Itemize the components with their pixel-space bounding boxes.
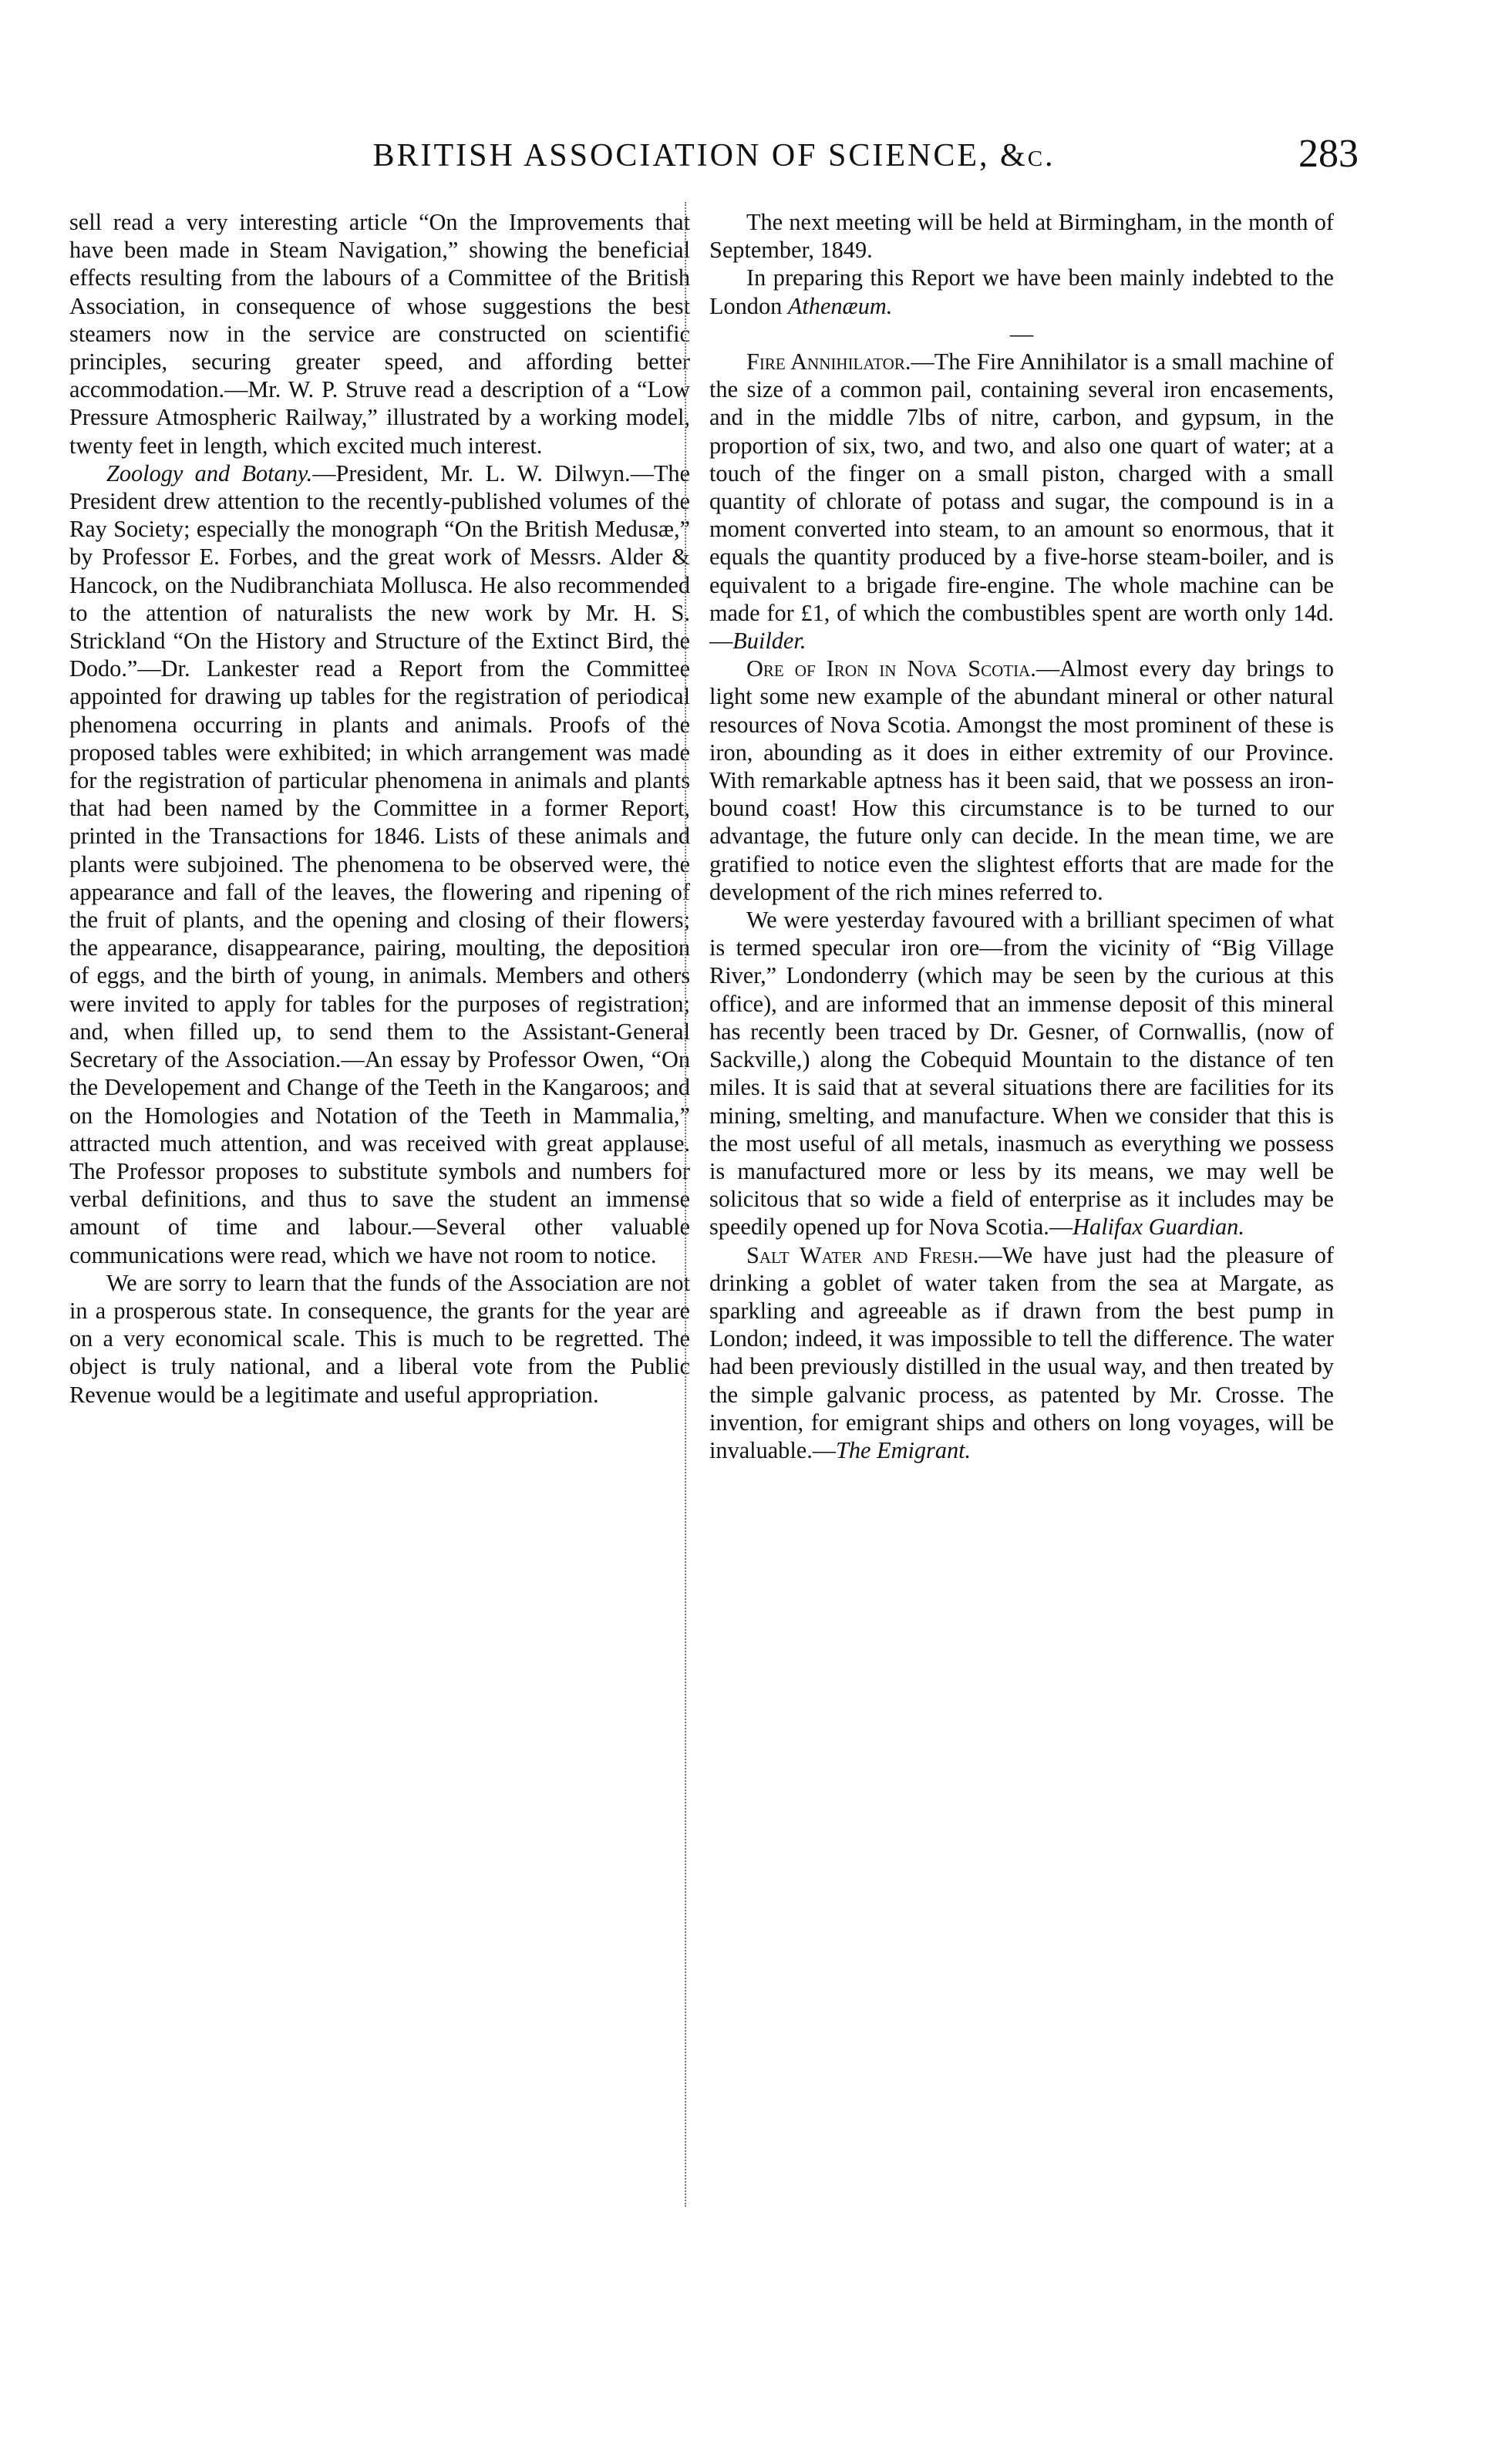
- salt-water-source: The Emigrant.: [836, 1436, 972, 1463]
- iron-nova-scotia-title: Ore of Iron in Nova Scotia.: [746, 655, 1036, 682]
- fire-annihilator-paragraph: [709, 348, 1334, 655]
- zoology-botany-paragraph: [69, 460, 690, 1269]
- specular-iron-source: Halifax Guardian.: [1073, 1214, 1244, 1241]
- right-column: [709, 208, 1334, 1464]
- zoology-botany-heading: Zoology and Botany.: [106, 460, 313, 487]
- salt-water-body: —We have just had the pleasure of drinking a goblet of water taken from the sea at Margate, as sparkling and agreeable as if drawn from the best pump in London; indeed, it was impossible to tell the difference. The water had been previously distilled in the usual way, and then treated by the simple galvanic process, as patented by Mr. Crosse. The invention, for emigrant ships and others on long voyages, will be invaluable.—: [709, 1241, 1334, 1463]
- salt-water-paragraph: [709, 1241, 1334, 1465]
- fire-annihilator-source: Builder.: [732, 628, 807, 655]
- specular-iron-paragraph: [709, 906, 1334, 1241]
- page-number: 283: [1298, 132, 1359, 176]
- fire-annihilator-title: Fire Annihilator.: [746, 348, 911, 375]
- salt-water-title: Salt Water and Fresh.: [746, 1241, 979, 1268]
- running-title: BRITISH ASSOCIATION OF SCIENCE, &c.: [372, 138, 1056, 173]
- report-credit-source: Athenæum.: [787, 292, 893, 319]
- left-column: [69, 208, 690, 1409]
- iron-nova-scotia-paragraph: [709, 655, 1334, 906]
- fire-annihilator-body: —The Fire Annihilator is a small machine of the size of a common pail, containing several iron encasements, and in the middle 7lbs of nitre, carbon, and gypsum, in the proportion of six, two, and two, and also one quart of water; at a touch of the finger on a small piston, charged with a small quantity of chlorate of potass and sugar, the compound is in a moment converted into steam, to an amount so enormous, that it equals the quantity produced by a five-horse steam-boiler, and is equivalent to a brigade fire-engine. The whole machine can be made for £1, of which the combustibles spent are worth only 14d.—: [709, 348, 1334, 655]
- funds-paragraph: We are sorry to learn that the funds of the Association are not in a prosperous state. In consequence, the grants for the year are on a very economical scale. This is much to be regretted. The object is truly national, and a liberal vote from the Public Revenue would be a legitimate and useful appropriation.: [69, 1269, 690, 1408]
- report-credit-body: In preparing this Report we have been mainly indebted to the London: [709, 264, 1334, 319]
- report-credit-paragraph: [709, 264, 1334, 319]
- specular-iron-body: We were yesterday favoured with a brilliant specimen of what is termed specular iron ore—from the vicinity of “Big Village River,” Londonderry (which may be seen by the curious at this office), and are informed that an immense deposit of this mineral has recently been traced by Dr. Gesner, of Cornwallis, (now of Sackville,) along the Cobequid Mountain to the distance of ten miles. It is said that at several situations there are facilities for its mining, smelting, and manufacture. When we consider that this is the most useful of all metals, inasmuch as everything we possess is manufactured more or less by its means, we may well be solicitous that so wide a field of enterprise as it includes may be speedily opened up for Nova Scotia.—: [709, 907, 1334, 1241]
- next-meeting-paragraph: The next meeting will be held at Birmingham, in the month of September, 1849.: [709, 209, 1334, 264]
- running-header: [69, 132, 1359, 191]
- column-divider: [685, 202, 686, 2207]
- section-separator: —: [1009, 320, 1034, 347]
- zoology-botany-body: —President, Mr. L. W. Dilwyn.—The President drew attention to the recently-published volumes of the Ray Society; especially the monograph “On the British Medusæ,” by Professor E. Forbes, and the great work of Messrs. Alder & Hancock, on the Nudibranchiata Mollusca. He also recommended to the attention of naturalists the new work by Mr. H. S. Strickland “On the History and Structure of the Extinct Bird, the Dodo.”—Dr. Lankester read a Report from the Committee appointed for drawing up tables for the registration of periodical phenomena occurring in plants and animals. Proofs of the proposed tables were exhibited; in which arrangement was made for the registration of particular phenomena in animals and plants that had been named by the Committee in a former Report, printed in the Transactions for 1846. Lists of these animals and plants were subjoined. The phenomena to be observed were, the appearance and fall of the leaves, the flowering and ripening of the fruit of plants, and the opening and closing of their flowers; the appearance, disappearance, pairing, moulting, the deposition of eggs, and the birth of young, in animals. Members and others were invited to apply for tables for the purposes of registration; and, when filled up, to send them to the Assistant-General Secretary of the Association.—An essay by Professor Owen, “On the Developement and Change of the Teeth in the Kangaroos; and on the Homologies and Notation of the Teeth in Mammalia,” attracted much attention, and was received with great applause. The Professor proposes to substitute symbols and numbers for verbal definitions, and thus to save the student an immense amount of time and labour.—Several other valuable communications were read, which we have not room to notice.: [69, 460, 690, 1268]
- steam-navigation-paragraph: sell read a very interesting article “On the Improvements that have been made in Steam Navigation,” showing the beneficial effects resulting from the labours of a Committee of the British Association, in consequence of whose suggestions the best steamers now in the service are constructed on scientific principles, securing greater speed, and affording better accommodation.—Mr. W. P. Struve read a description of a “Low Pressure Atmospheric Railway,” illustrated by a working model, twenty feet in length, which excited much interest.: [69, 209, 690, 459]
- iron-nova-scotia-body: —Almost every day brings to light some new example of the abundant mineral or other natural resources of Nova Scotia. Amongst the most prominent of these is iron, abounding as it does in either extremity of our Province. With remarkable aptness has it been said, that we possess an iron-bound coast! How this circumstance is to be turned to our advantage, the future only can decide. In the mean time, we are gratified to notice even the slightest efforts that are made for the development of the rich mines referred to.: [709, 655, 1334, 905]
